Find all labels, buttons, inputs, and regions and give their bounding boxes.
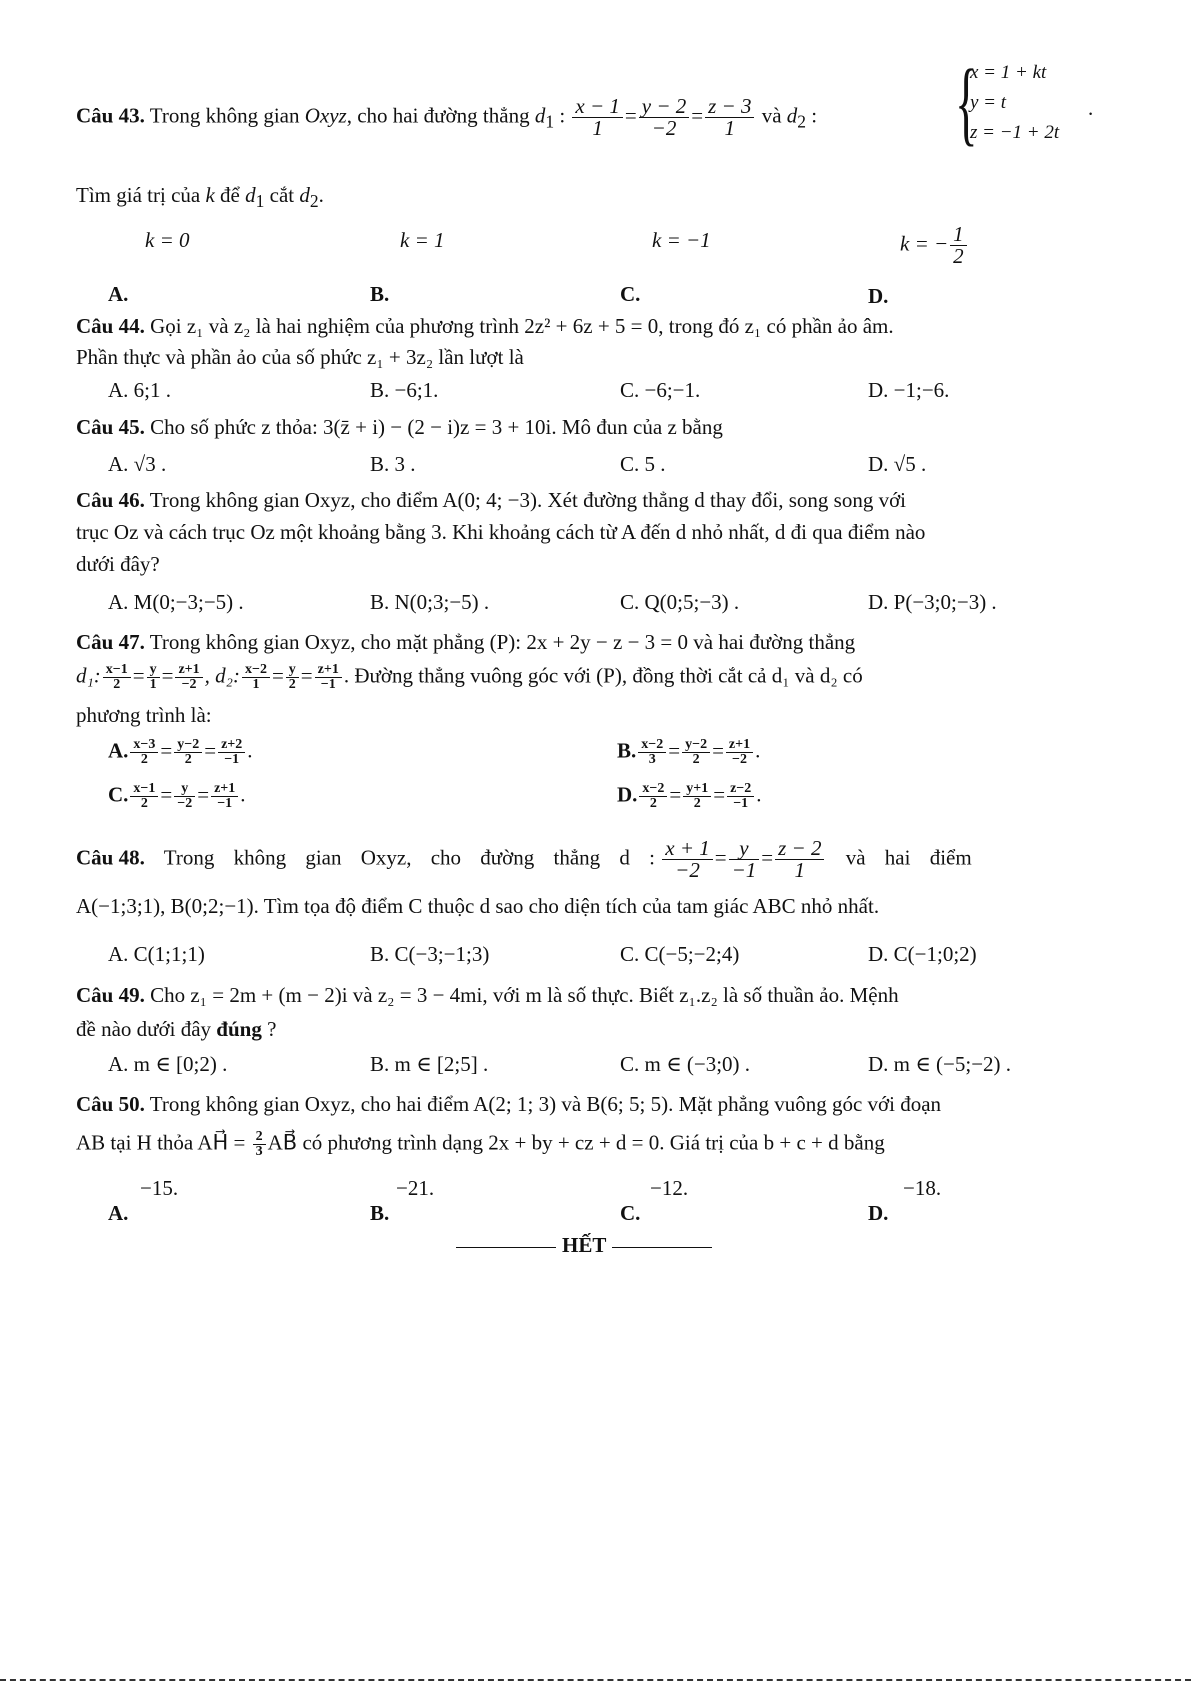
- q47-b-f2-n: y−2: [682, 738, 710, 753]
- q43-text: Trong không gian: [144, 103, 305, 128]
- q50-text-2: [76, 1130, 885, 1159]
- q47-eq: =: [161, 663, 174, 688]
- q47-d-f1-n: x−2: [639, 782, 667, 797]
- q50-frac-n: 2: [253, 1130, 266, 1145]
- q43-colon-2: :: [806, 103, 818, 128]
- q49-line2-bold: đúng: [216, 1017, 262, 1041]
- q45-option-c: C. 5 .: [620, 452, 666, 476]
- q48-frac-z: [775, 838, 824, 881]
- q47-c-num: z+1: [175, 663, 202, 678]
- q47-c-f2: [174, 782, 195, 811]
- q47-b-f3-d: −2: [732, 752, 748, 767]
- q43-sys-line-2: y = t: [970, 92, 1007, 113]
- q43-sys-line-3: z = −1 + 2t: [970, 122, 1060, 143]
- q43-d2: d: [786, 103, 798, 128]
- question-49-line-1: [76, 983, 899, 1008]
- q47-e-den: 1: [252, 677, 260, 692]
- q47-a-f3: [218, 738, 245, 767]
- q47-a-f1-n: x−3: [130, 738, 158, 753]
- q48-option-d: D. C(−1;0;2): [868, 942, 977, 966]
- q46-text-2: trục Oz và cách trục Oz một khoảng bằng 3. Khi khoảng cách từ A đến d nhỏ nhất, d đi qua điểm nào: [76, 520, 926, 544]
- question-46-label: Câu 46.: [76, 488, 145, 512]
- q47-g-den: −1: [320, 677, 336, 692]
- question-48-label: Câu 48.: [76, 845, 145, 870]
- q47-frac-f: [286, 663, 299, 692]
- q47-frac-c: [175, 663, 202, 692]
- q48-f3-d: 1: [794, 858, 806, 882]
- q49-option-a: A. m ∈ [0;2) .: [108, 1052, 228, 1076]
- q50-option-c-label: C.: [620, 1201, 641, 1225]
- q47-eq: =: [160, 782, 173, 807]
- q43-and: và: [756, 103, 787, 128]
- q43-space: Oxyz: [304, 103, 347, 128]
- q43-fraction-z: [705, 96, 754, 139]
- end-dash-right: [612, 1247, 712, 1248]
- q47-f-num: y: [286, 663, 299, 678]
- q49-line2-end: ?: [261, 1017, 277, 1041]
- question-43-line-1: Câu 43. Trong không gian Oxyz, cho hai đường thẳng $d_1$ : $\frac{x - 1}{1}$ = $\frac{y - 2}{-2}$ = $\frac{z - 3}{1}$ và $d_2$ :: [76, 94, 818, 140]
- q47-d-f2-n: y+1: [683, 782, 711, 797]
- q44-option-d: D. −1;−6.: [868, 378, 950, 402]
- q50-value-b: −21.: [396, 1176, 435, 1200]
- q47-f-den: 2: [288, 677, 296, 692]
- q47-option-a: [108, 738, 253, 767]
- q47-b-f1-n: x−2: [638, 738, 666, 753]
- q43-ask-end: .: [318, 183, 324, 207]
- q43-value-a: k = 0: [145, 228, 190, 252]
- q45-option-a: A. √3 .: [108, 452, 167, 476]
- q43-option-b-label: B.: [370, 282, 390, 306]
- q47-a-den: 2: [113, 677, 121, 692]
- q43-ask-d1: d: [245, 183, 256, 207]
- q46-option-d: D. P(−3;0;−3) .: [868, 590, 997, 614]
- q47-b-f2-d: 2: [692, 752, 700, 767]
- q48-f2-d: −1: [731, 858, 757, 882]
- q47-eq: =: [197, 782, 210, 807]
- q47-eq: =: [712, 738, 724, 763]
- q43-dot: .: [1088, 96, 1094, 120]
- q48-f2-n: y: [729, 838, 760, 860]
- q45-text-1: Cho số phức z thỏa: 3(z̄ + i) − (2 − i)z = 3 + 10i. Mô đun của z bằng: [144, 415, 723, 439]
- q47-c-f1: [130, 782, 158, 811]
- q47-c-f3-n: z+1: [211, 782, 238, 797]
- q47-c-f3-d: −1: [217, 796, 233, 811]
- q47-frac-e: [242, 663, 270, 692]
- question-45-label: Câu 45.: [76, 415, 145, 439]
- q47-eq: =: [300, 663, 313, 688]
- q47-d-f3: [727, 782, 754, 811]
- q47-c-f2-d: −2: [177, 796, 193, 811]
- q50-value-c: −12.: [650, 1176, 689, 1200]
- q43-fraction-x: [572, 96, 623, 139]
- q43-f3-den: 1: [724, 116, 736, 140]
- q47-option-b: [617, 738, 760, 767]
- q50-value-a: −15.: [140, 1176, 179, 1200]
- q43-option-d-label: D.: [868, 284, 889, 308]
- q50-value-d: −18.: [903, 1176, 942, 1200]
- q49-option-b: B. m ∈ [2;5] .: [370, 1052, 489, 1076]
- q48-option-c: C. C(−5;−2;4): [620, 942, 740, 966]
- q47-b-f1-d: 3: [648, 752, 656, 767]
- q48-tail: và hai điểm: [826, 845, 972, 870]
- q50-frac-d: 3: [255, 1144, 263, 1159]
- question-44-line-1: [76, 314, 894, 339]
- q43-sys-line-1: x = 1 + kt: [970, 62, 1047, 83]
- q47-dot: .: [756, 782, 762, 807]
- page-bottom-rule: [0, 1679, 1191, 1681]
- q46-text-1: Trong không gian Oxyz, cho điểm A(0; 4; −3). Xét đường thẳng d thay đổi, song song với: [144, 488, 907, 512]
- q47-b-f2: [682, 738, 710, 767]
- q48-f3-n: z − 2: [775, 838, 824, 860]
- q47-a-num: x−1: [103, 663, 131, 678]
- q43-f3-num: z − 3: [705, 96, 754, 118]
- q47-d-f3-d: −1: [733, 796, 749, 811]
- q44-text-1: Gọi z₁ và z₂ là hai nghiệm của phương trình 2z² + 6z + 5 = 0, trong đó z₁ có phần ảo âm.: [144, 314, 894, 338]
- q49-option-d: D. m ∈ (−5;−2) .: [868, 1052, 1012, 1076]
- q43-d2-sub: 2: [797, 111, 807, 132]
- q47-eq: =: [271, 663, 284, 688]
- q47-d2: , d₂:: [204, 663, 240, 688]
- q44-text-2: Phần thực và phần ảo của số phức z₁ + 3z₂ lần lượt là: [76, 345, 524, 369]
- q47-tail: . Đường thẳng vuông góc với (P), đồng thời cắt cả d₁ và d₂ có: [343, 663, 863, 688]
- end-text: HẾT: [562, 1233, 607, 1257]
- q47-c-f1-d: 2: [140, 796, 148, 811]
- q47-a-label: A.: [108, 738, 129, 763]
- question-50-line-1: [76, 1092, 941, 1117]
- q49-text-2: [76, 1017, 276, 1042]
- q47-b-label: B.: [617, 738, 637, 763]
- q47-b-den: 1: [149, 677, 157, 692]
- q44-option-b: B. −6;1.: [370, 378, 439, 402]
- q47-a-f3-n: z+2: [218, 738, 245, 753]
- q47-d-f1: [639, 782, 667, 811]
- q43-f2-den: −2: [651, 116, 677, 140]
- question-48-line-1: Câu 48. Trong không gian Oxyz, cho đường thẳng d : $\frac{x + 1}{-2}$ = $\frac{y}{-1}$ = $\frac{z - 2}{1}$ và hai điểm: [76, 836, 972, 882]
- q48-text-2: A(−1;3;1), B(0;2;−1). Tìm tọa độ điểm C thuộc d sao cho diện tích của tam giác ABC nhỏ nhất.: [76, 894, 880, 918]
- q47-text-2: [76, 663, 863, 692]
- system-brace: {: [955, 51, 978, 155]
- q43-d1: d: [534, 103, 546, 128]
- q47-b-num: y: [147, 663, 160, 678]
- q47-a-f1: [130, 738, 158, 767]
- question-43-line-2: [76, 183, 324, 212]
- q47-eq: =: [713, 782, 726, 807]
- q50-frac: [253, 1130, 266, 1159]
- q49-line2-pre: đề nào dưới đây: [76, 1017, 217, 1041]
- q43-vd-frac: [950, 224, 967, 267]
- q43-system: [970, 58, 1059, 148]
- q47-dot: .: [240, 782, 246, 807]
- q49-text-1: Cho z₁ = 2m + (m − 2)i và z₂ = 3 − 4mi, với m là số thực. Biết z₁.z₂ là số thuần ảo. Mệnh: [144, 983, 899, 1007]
- q47-option-d: [617, 782, 762, 811]
- q48-f1-d: −2: [675, 858, 700, 882]
- question-49-label: Câu 49.: [76, 983, 145, 1007]
- q43-text2: , cho hai đường thẳng: [346, 103, 535, 128]
- q47-d-f2-d: 2: [693, 796, 701, 811]
- q44-option-a: A. 6;1 .: [108, 378, 171, 402]
- q47-option-c: [108, 782, 246, 811]
- q43-ask-mid: để: [214, 183, 246, 207]
- q43-fraction-y: [639, 96, 690, 139]
- q43-f1-den: 1: [592, 116, 603, 140]
- q48-f1-n: x + 1: [662, 838, 713, 860]
- q47-d1: d₁:: [76, 663, 101, 688]
- q43-colon: :: [554, 103, 566, 128]
- question-47-label: Câu 47.: [76, 630, 145, 654]
- q50-text-1: Trong không gian Oxyz, cho hai điểm A(2; 1; 3) và B(6; 5; 5). Mặt phẳng vuông góc với đoạn: [144, 1092, 942, 1116]
- q43-d1-sub: 1: [545, 111, 555, 132]
- q47-g-num: z+1: [315, 663, 342, 678]
- question-45-line-1: [76, 415, 723, 440]
- q47-b-f3: [726, 738, 753, 767]
- q47-c-f3: [211, 782, 238, 811]
- q48-text-1: Trong không gian Oxyz, cho đường thẳng d :: [144, 845, 656, 870]
- end-marker: [450, 1233, 718, 1258]
- q50-option-d-label: D.: [868, 1201, 889, 1225]
- q47-dot: .: [755, 738, 761, 763]
- q47-a-f3-d: −1: [224, 752, 240, 767]
- q48-option-a: A. C(1;1;1): [108, 942, 205, 966]
- question-46-line-1: [76, 488, 906, 513]
- q43-value-b: k = 1: [400, 228, 445, 252]
- q47-dot: .: [247, 738, 253, 763]
- q47-d-label: D.: [617, 782, 638, 807]
- q47-c-label: C.: [108, 782, 129, 807]
- end-dash-left: [456, 1247, 556, 1248]
- q47-d-f3-n: z−2: [727, 782, 754, 797]
- q43-ask-d2: d: [299, 183, 310, 207]
- q48-frac-y: [729, 838, 760, 881]
- q47-c-den: −2: [181, 677, 197, 692]
- q44-option-c: C. −6;−1.: [620, 378, 701, 402]
- q50-option-b-label: B.: [370, 1201, 390, 1225]
- q47-c-f2-n: y: [174, 782, 195, 797]
- q47-text-1: Trong không gian Oxyz, cho mặt phẳng (P): 2x + 2y − z − 3 = 0 và hai đường thẳng: [144, 630, 856, 654]
- q47-eq: =: [204, 738, 217, 763]
- q43-option-c-label: C.: [620, 282, 641, 306]
- q47-e-num: x−2: [242, 663, 270, 678]
- question-43-label: Câu 43.: [76, 103, 145, 128]
- q43-ask-k: k: [205, 183, 215, 207]
- q47-c-f1-n: x−1: [130, 782, 158, 797]
- q43-f1-num: x − 1: [572, 96, 623, 118]
- q43-option-a-label: A.: [108, 282, 129, 306]
- q43-vd-pre: k = −: [900, 231, 949, 256]
- q43-ask-s1: 1: [255, 191, 265, 212]
- q47-frac-g: [315, 663, 342, 692]
- q50-line2-post: AB⃗ có phương trình dạng 2x + by + cz + d = 0. Giá trị của b + c + d bằng: [267, 1130, 885, 1155]
- q50-option-a-label: A.: [108, 1201, 129, 1225]
- q47-d-f1-d: 2: [649, 796, 657, 811]
- q47-a-f2-n: y−2: [174, 738, 202, 753]
- q47-a-f1-d: 2: [140, 752, 148, 767]
- q47-b-f1: [638, 738, 666, 767]
- question-50-label: Câu 50.: [76, 1092, 145, 1116]
- q47-a-f2: [174, 738, 202, 767]
- question-47-line-1: [76, 630, 855, 655]
- q47-d-f2: [683, 782, 711, 811]
- q47-b-f3-n: z+1: [726, 738, 753, 753]
- q49-option-c: C. m ∈ (−3;0) .: [620, 1052, 751, 1076]
- q47-text-3: phương trình là:: [76, 703, 212, 727]
- q50-line2-pre: AB tại H thỏa AH⃗ =: [76, 1130, 251, 1155]
- q45-option-d: D. √5 .: [868, 452, 927, 476]
- q43-vd-num: 1: [950, 224, 967, 246]
- q43-f2-num: y − 2: [639, 96, 690, 118]
- q47-eq: =: [668, 738, 681, 763]
- q46-text-3: dưới đây?: [76, 552, 160, 576]
- q46-option-a: A. M(0;−3;−5) .: [108, 590, 244, 614]
- q43-ask-cat: cắt: [264, 183, 300, 207]
- question-44-label: Câu 44.: [76, 314, 145, 338]
- q46-option-b: B. N(0;3;−5) .: [370, 590, 490, 614]
- q47-a-f2-d: 2: [184, 752, 192, 767]
- q43-value-d: [900, 224, 969, 267]
- q43-ask: Tìm giá trị của: [76, 183, 206, 207]
- q43-value-c: k = −1: [652, 228, 711, 252]
- q43-ask-s2: 2: [309, 191, 319, 212]
- q47-frac-a: [103, 663, 131, 692]
- q47-eq: =: [160, 738, 173, 763]
- q46-option-c: C. Q(0;5;−3) .: [620, 590, 740, 614]
- q47-eq: =: [669, 782, 682, 807]
- q45-option-b: B. 3 .: [370, 452, 416, 476]
- q48-frac-x: [662, 838, 713, 881]
- q48-option-b: B. C(−3;−1;3): [370, 942, 490, 966]
- q47-eq: =: [132, 663, 145, 688]
- q43-vd-den: 2: [953, 244, 964, 268]
- q47-frac-b: [147, 663, 160, 692]
